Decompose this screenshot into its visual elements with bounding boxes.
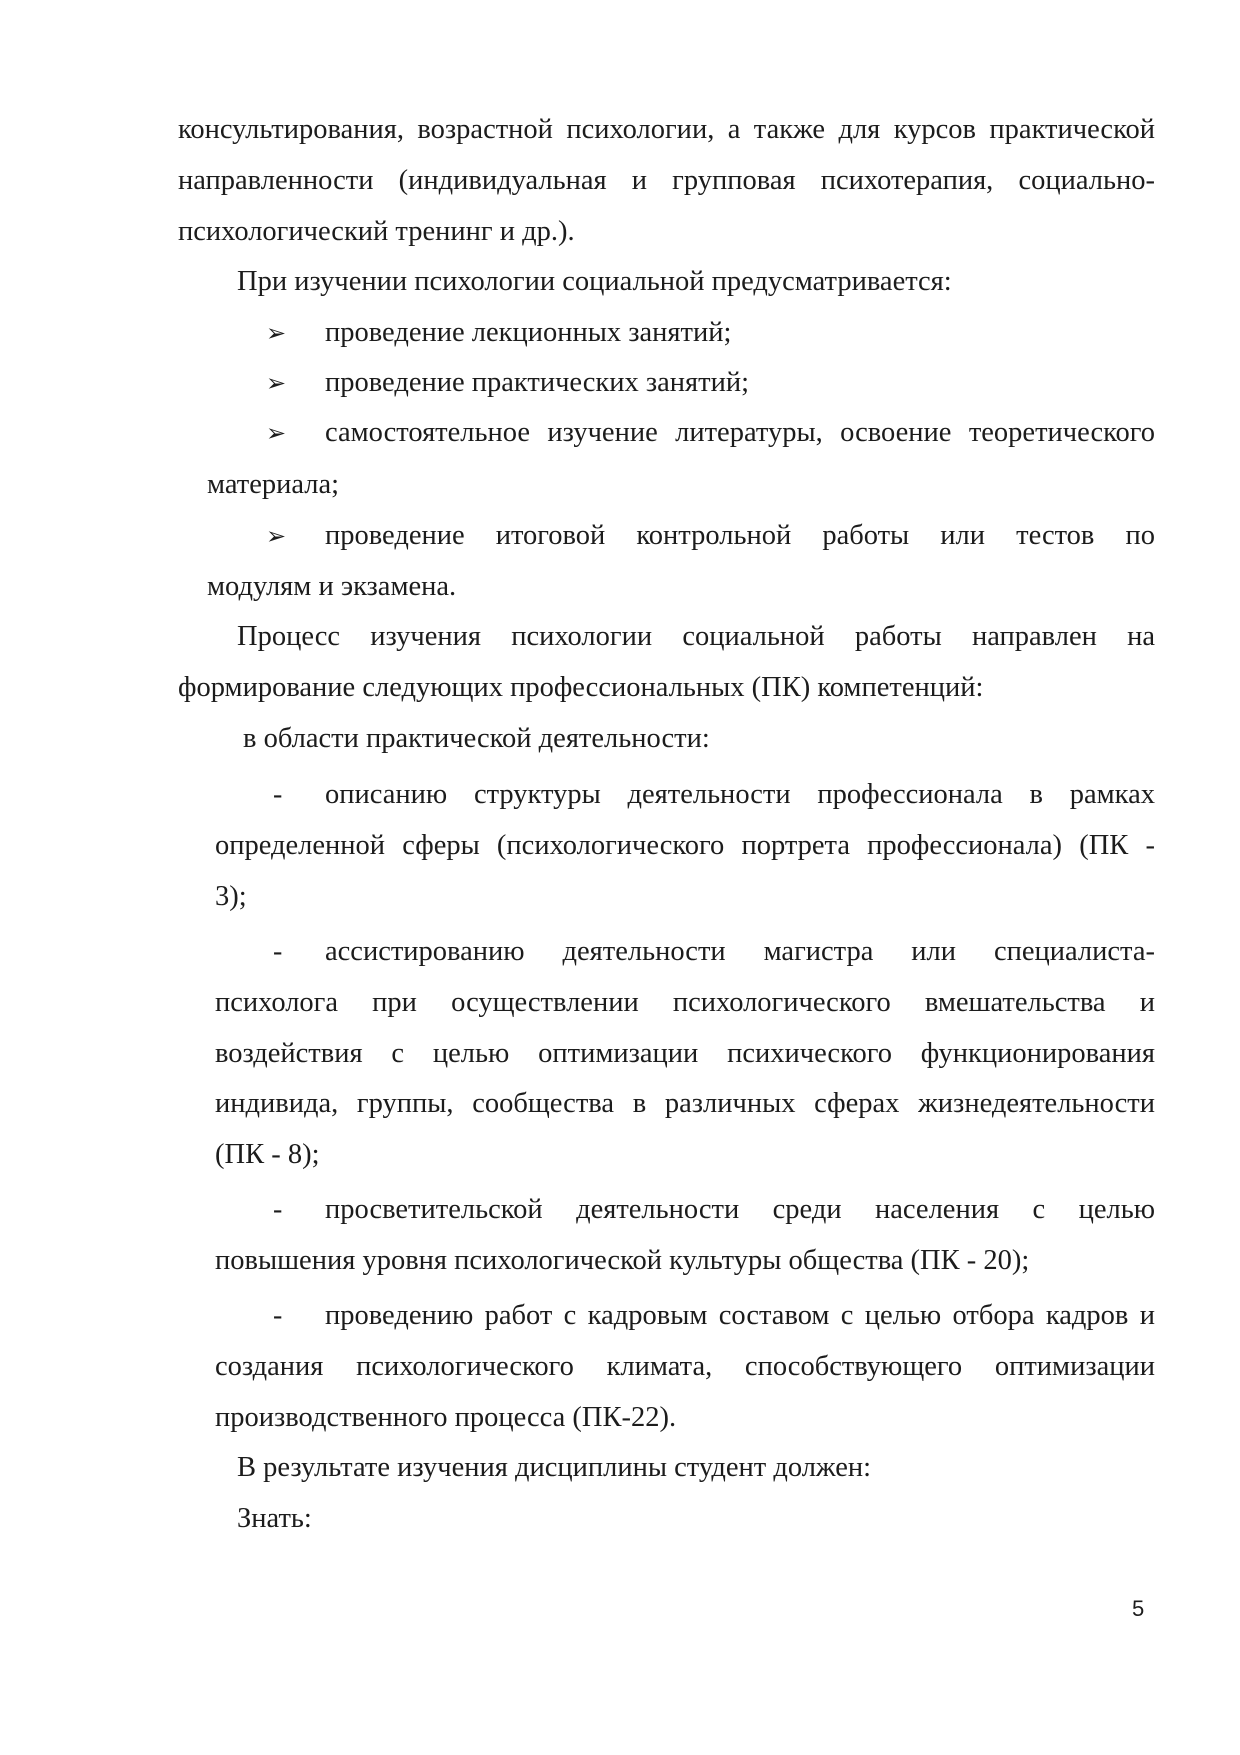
know-label: Знать:: [237, 1503, 312, 1534]
competency-line: психолога при осуществлении психологического вмешательства и: [215, 987, 1155, 1018]
bullet-item-continuation: материала;: [207, 469, 340, 500]
competency-line: повышения уровня психологической культуры общества (ПК - 20);: [215, 1245, 1030, 1276]
competency-line: ассистированию деятельности магистра или специалиста-: [325, 936, 1155, 967]
competency-line: воздействия с целью оптимизации психического функционирования: [215, 1038, 1155, 1069]
paragraph-line: направленности (индивидуальная и групповая психотерапия, социально-: [178, 165, 1155, 196]
arrow-bullet-icon: ➢: [266, 419, 287, 447]
paragraph-line: психологический тренинг и др.).: [178, 216, 575, 247]
dash-bullet-icon: -: [273, 1194, 283, 1225]
competency-line: 3);: [215, 881, 247, 912]
bullet-item: самостоятельное изучение литературы, освоение теоретического: [325, 417, 1155, 448]
dash-bullet-icon: -: [273, 779, 283, 810]
bullet-item: проведение практических занятий;: [325, 367, 750, 398]
bullet-item-continuation: модулям и экзамена.: [207, 571, 457, 602]
dash-bullet-icon: -: [273, 1300, 283, 1331]
result-intro: В результате изучения дисциплины студент должен:: [237, 1452, 872, 1483]
competency-line: индивида, группы, сообщества в различных сферах жизнедеятельности: [215, 1088, 1155, 1119]
arrow-bullet-icon: ➢: [266, 369, 287, 397]
page-number: 5: [1132, 1596, 1145, 1621]
competency-line: просветительской деятельности среди населения с целью: [325, 1194, 1155, 1225]
competency-line: проведению работ с кадровым составом с целью отбора кадров и: [325, 1300, 1155, 1331]
dash-bullet-icon: -: [273, 936, 283, 967]
paragraph-line: Процесс изучения психологии социальной работы направлен на: [237, 621, 1155, 652]
area-heading: в области практической деятельности:: [243, 723, 710, 754]
competency-line: (ПК - 8);: [215, 1139, 320, 1170]
bullet-item: проведение итоговой контрольной работы или тестов по: [325, 520, 1155, 551]
competency-line: определенной сферы (психологического портрета профессионала) (ПК -: [215, 830, 1155, 861]
competency-line: создания психологического климата, способствующего оптимизации: [215, 1351, 1155, 1382]
bullet-item: проведение лекционных занятий;: [325, 317, 732, 348]
competency-line: описанию структуры деятельности профессионала в рамках: [325, 779, 1155, 810]
competency-line: производственного процесса (ПК-22).: [215, 1402, 677, 1433]
study-intro: При изучении психологии социальной предусматривается:: [237, 266, 952, 297]
paragraph-line: консультирования, возрастной психологии, а также для курсов практической: [178, 114, 1155, 145]
paragraph-line: формирование следующих профессиональных (ПК) компетенций:: [178, 672, 984, 703]
arrow-bullet-icon: ➢: [266, 522, 287, 550]
arrow-bullet-icon: ➢: [266, 319, 287, 347]
